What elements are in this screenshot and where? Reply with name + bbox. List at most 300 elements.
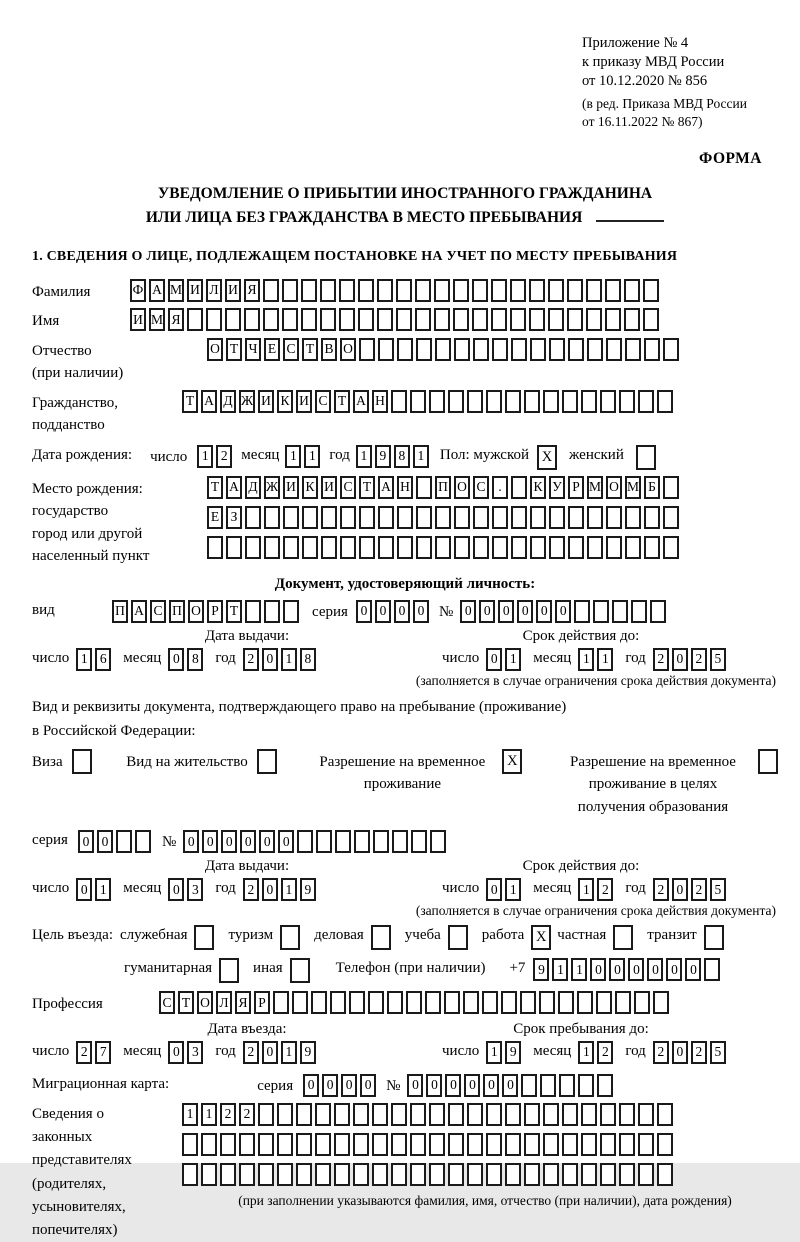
char-cell[interactable]: 8 xyxy=(300,648,316,671)
char-cell[interactable] xyxy=(600,1103,616,1126)
char-cell[interactable] xyxy=(296,1103,312,1126)
char-cell[interactable]: А xyxy=(149,279,165,302)
char-cell[interactable] xyxy=(482,991,498,1014)
char-cell[interactable] xyxy=(511,338,527,361)
char-cell[interactable] xyxy=(201,1133,217,1156)
char-cell[interactable] xyxy=(258,1133,274,1156)
char-cell[interactable]: О xyxy=(207,338,223,361)
char-cell[interactable]: 2 xyxy=(243,648,259,671)
char-cell[interactable] xyxy=(558,991,574,1014)
char-cell[interactable] xyxy=(301,308,317,331)
char-cell[interactable] xyxy=(273,991,289,1014)
char-cell[interactable] xyxy=(505,1103,521,1126)
char-cell[interactable] xyxy=(429,1133,445,1156)
char-cell[interactable]: 0 xyxy=(486,878,502,901)
char-cell[interactable]: К xyxy=(530,476,546,499)
char-cell[interactable] xyxy=(435,536,451,559)
char-cell[interactable]: . xyxy=(492,476,508,499)
char-cell[interactable] xyxy=(634,991,650,1014)
char-cell[interactable] xyxy=(316,830,332,853)
char-cell[interactable] xyxy=(625,338,641,361)
char-cell[interactable]: Р xyxy=(568,476,584,499)
char-cell[interactable]: 1 xyxy=(197,445,213,468)
char-cell[interactable] xyxy=(586,308,602,331)
char-cell[interactable] xyxy=(491,308,507,331)
purpose-work-checkbox[interactable]: X xyxy=(531,925,551,950)
char-cell[interactable]: 5 xyxy=(710,878,726,901)
char-cell[interactable] xyxy=(644,506,660,529)
char-cell[interactable] xyxy=(619,1163,635,1186)
char-cell[interactable]: П xyxy=(112,600,128,623)
char-cell[interactable] xyxy=(486,390,502,413)
char-cell[interactable] xyxy=(624,308,640,331)
char-cell[interactable] xyxy=(359,536,375,559)
char-cell[interactable] xyxy=(296,1163,312,1186)
char-cell[interactable] xyxy=(587,536,603,559)
char-cell[interactable] xyxy=(258,1163,274,1186)
char-cell[interactable] xyxy=(416,506,432,529)
char-cell[interactable] xyxy=(543,390,559,413)
char-cell[interactable] xyxy=(239,1133,255,1156)
char-cell[interactable]: 0 xyxy=(262,648,278,671)
char-cell[interactable] xyxy=(429,1163,445,1186)
char-cell[interactable]: Л xyxy=(206,279,222,302)
char-cell[interactable] xyxy=(425,991,441,1014)
char-cell[interactable] xyxy=(372,1103,388,1126)
char-cell[interactable] xyxy=(524,1133,540,1156)
char-cell[interactable] xyxy=(600,390,616,413)
char-cell[interactable] xyxy=(543,1103,559,1126)
char-cell[interactable]: З xyxy=(226,506,242,529)
char-cell[interactable] xyxy=(321,506,337,529)
char-cell[interactable]: В xyxy=(321,338,337,361)
char-cell[interactable] xyxy=(239,1163,255,1186)
char-cell[interactable] xyxy=(264,536,280,559)
char-cell[interactable]: 0 xyxy=(76,878,92,901)
char-cell[interactable] xyxy=(277,1133,293,1156)
char-cell[interactable] xyxy=(549,536,565,559)
char-cell[interactable] xyxy=(606,536,622,559)
temp-residence-checkbox[interactable]: X xyxy=(502,749,522,774)
char-cell[interactable]: 1 xyxy=(201,1103,217,1126)
char-cell[interactable]: 1 xyxy=(486,1041,502,1064)
char-cell[interactable] xyxy=(638,1103,654,1126)
char-cell[interactable]: Р xyxy=(254,991,270,1014)
char-cell[interactable]: 0 xyxy=(464,1074,480,1097)
char-cell[interactable]: 0 xyxy=(555,600,571,623)
char-cell[interactable] xyxy=(396,279,412,302)
char-cell[interactable]: Ж xyxy=(239,390,255,413)
char-cell[interactable] xyxy=(663,506,679,529)
char-cell[interactable]: Д xyxy=(245,476,261,499)
char-cell[interactable] xyxy=(625,536,641,559)
char-cell[interactable]: С xyxy=(159,991,175,1014)
char-cell[interactable] xyxy=(201,1163,217,1186)
char-cell[interactable] xyxy=(559,1074,575,1097)
purpose-business-checkbox[interactable] xyxy=(371,925,391,950)
char-cell[interactable] xyxy=(410,390,426,413)
char-cell[interactable]: 1 xyxy=(281,878,297,901)
char-cell[interactable] xyxy=(453,279,469,302)
char-cell[interactable] xyxy=(434,308,450,331)
sex-female-checkbox[interactable] xyxy=(636,445,656,470)
char-cell[interactable] xyxy=(368,991,384,1014)
char-cell[interactable] xyxy=(444,991,460,1014)
char-cell[interactable] xyxy=(392,830,408,853)
char-cell[interactable] xyxy=(391,1163,407,1186)
char-cell[interactable] xyxy=(349,991,365,1014)
char-cell[interactable]: Ж xyxy=(264,476,280,499)
char-cell[interactable]: 0 xyxy=(262,1041,278,1064)
char-cell[interactable] xyxy=(378,506,394,529)
char-cell[interactable] xyxy=(377,308,393,331)
char-cell[interactable]: О xyxy=(606,476,622,499)
char-cell[interactable]: 0 xyxy=(221,830,237,853)
char-cell[interactable] xyxy=(612,600,628,623)
char-cell[interactable] xyxy=(463,991,479,1014)
char-cell[interactable]: 0 xyxy=(394,600,410,623)
char-cell[interactable]: Е xyxy=(207,506,223,529)
char-cell[interactable] xyxy=(339,279,355,302)
char-cell[interactable] xyxy=(410,1103,426,1126)
char-cell[interactable]: 2 xyxy=(691,648,707,671)
purpose-other-checkbox[interactable] xyxy=(290,958,310,983)
char-cell[interactable] xyxy=(505,390,521,413)
char-cell[interactable] xyxy=(577,991,593,1014)
residence-permit-checkbox[interactable] xyxy=(257,749,277,774)
char-cell[interactable]: 1 xyxy=(413,445,429,468)
char-cell[interactable]: 0 xyxy=(672,878,688,901)
char-cell[interactable]: И xyxy=(283,476,299,499)
char-cell[interactable] xyxy=(353,1163,369,1186)
purpose-official-checkbox[interactable] xyxy=(194,925,214,950)
char-cell[interactable] xyxy=(650,600,666,623)
char-cell[interactable]: Т xyxy=(334,390,350,413)
char-cell[interactable]: К xyxy=(277,390,293,413)
char-cell[interactable] xyxy=(283,536,299,559)
char-cell[interactable] xyxy=(530,506,546,529)
char-cell[interactable]: 9 xyxy=(375,445,391,468)
char-cell[interactable] xyxy=(416,476,432,499)
char-cell[interactable] xyxy=(220,1163,236,1186)
char-cell[interactable]: И xyxy=(130,308,146,331)
char-cell[interactable]: 2 xyxy=(220,1103,236,1126)
char-cell[interactable]: 5 xyxy=(710,648,726,671)
char-cell[interactable]: Т xyxy=(226,338,242,361)
char-cell[interactable] xyxy=(430,830,446,853)
char-cell[interactable] xyxy=(619,1133,635,1156)
char-cell[interactable]: 1 xyxy=(281,648,297,671)
char-cell[interactable] xyxy=(492,506,508,529)
char-cell[interactable]: 0 xyxy=(628,958,644,981)
char-cell[interactable] xyxy=(638,390,654,413)
char-cell[interactable] xyxy=(568,536,584,559)
char-cell[interactable] xyxy=(434,279,450,302)
purpose-transit-checkbox[interactable] xyxy=(704,925,724,950)
char-cell[interactable] xyxy=(587,506,603,529)
char-cell[interactable]: А xyxy=(201,390,217,413)
char-cell[interactable] xyxy=(263,308,279,331)
char-cell[interactable]: С xyxy=(340,476,356,499)
char-cell[interactable]: 2 xyxy=(653,648,669,671)
char-cell[interactable]: П xyxy=(169,600,185,623)
char-cell[interactable]: 0 xyxy=(341,1074,357,1097)
char-cell[interactable] xyxy=(644,338,660,361)
char-cell[interactable]: 9 xyxy=(533,958,549,981)
char-cell[interactable] xyxy=(311,991,327,1014)
purpose-tourism-checkbox[interactable] xyxy=(280,925,300,950)
char-cell[interactable] xyxy=(562,1133,578,1156)
char-cell[interactable] xyxy=(562,1103,578,1126)
char-cell[interactable] xyxy=(391,390,407,413)
purpose-study-checkbox[interactable] xyxy=(448,925,468,950)
char-cell[interactable]: 0 xyxy=(590,958,606,981)
char-cell[interactable]: 2 xyxy=(691,878,707,901)
char-cell[interactable] xyxy=(226,536,242,559)
char-cell[interactable] xyxy=(397,536,413,559)
char-cell[interactable]: 2 xyxy=(597,878,613,901)
char-cell[interactable]: 1 xyxy=(182,1103,198,1126)
char-cell[interactable] xyxy=(297,830,313,853)
char-cell[interactable] xyxy=(354,830,370,853)
char-cell[interactable]: Т xyxy=(182,390,198,413)
char-cell[interactable]: Я xyxy=(235,991,251,1014)
char-cell[interactable] xyxy=(334,1163,350,1186)
char-cell[interactable]: 0 xyxy=(647,958,663,981)
char-cell[interactable] xyxy=(663,476,679,499)
char-cell[interactable] xyxy=(264,600,280,623)
char-cell[interactable] xyxy=(562,390,578,413)
char-cell[interactable] xyxy=(548,279,564,302)
char-cell[interactable] xyxy=(473,338,489,361)
char-cell[interactable] xyxy=(581,1133,597,1156)
char-cell[interactable] xyxy=(505,1163,521,1186)
char-cell[interactable] xyxy=(263,279,279,302)
char-cell[interactable]: 0 xyxy=(666,958,682,981)
char-cell[interactable] xyxy=(377,279,393,302)
char-cell[interactable]: 1 xyxy=(597,648,613,671)
char-cell[interactable]: 0 xyxy=(498,600,514,623)
char-cell[interactable]: Т xyxy=(359,476,375,499)
char-cell[interactable] xyxy=(593,600,609,623)
char-cell[interactable] xyxy=(410,1133,426,1156)
char-cell[interactable]: К xyxy=(302,476,318,499)
char-cell[interactable]: 0 xyxy=(413,600,429,623)
char-cell[interactable] xyxy=(391,1103,407,1126)
char-cell[interactable] xyxy=(581,1163,597,1186)
char-cell[interactable] xyxy=(315,1103,331,1126)
char-cell[interactable] xyxy=(358,279,374,302)
char-cell[interactable] xyxy=(473,506,489,529)
char-cell[interactable]: М xyxy=(149,308,165,331)
char-cell[interactable] xyxy=(292,991,308,1014)
char-cell[interactable] xyxy=(397,338,413,361)
char-cell[interactable] xyxy=(568,338,584,361)
char-cell[interactable] xyxy=(245,600,261,623)
char-cell[interactable] xyxy=(472,308,488,331)
char-cell[interactable]: Н xyxy=(372,390,388,413)
char-cell[interactable] xyxy=(416,536,432,559)
char-cell[interactable] xyxy=(282,308,298,331)
char-cell[interactable] xyxy=(373,830,389,853)
char-cell[interactable] xyxy=(619,1103,635,1126)
char-cell[interactable] xyxy=(530,338,546,361)
char-cell[interactable] xyxy=(644,536,660,559)
char-cell[interactable]: 0 xyxy=(445,1074,461,1097)
char-cell[interactable] xyxy=(182,1163,198,1186)
char-cell[interactable]: 1 xyxy=(505,878,521,901)
char-cell[interactable] xyxy=(454,536,470,559)
purpose-humanitarian-checkbox[interactable] xyxy=(219,958,239,983)
char-cell[interactable] xyxy=(606,506,622,529)
char-cell[interactable] xyxy=(315,1163,331,1186)
char-cell[interactable]: 0 xyxy=(202,830,218,853)
char-cell[interactable] xyxy=(353,1133,369,1156)
char-cell[interactable] xyxy=(605,308,621,331)
char-cell[interactable] xyxy=(624,279,640,302)
char-cell[interactable] xyxy=(511,476,527,499)
char-cell[interactable] xyxy=(505,1133,521,1156)
char-cell[interactable]: О xyxy=(188,600,204,623)
char-cell[interactable]: А xyxy=(226,476,242,499)
char-cell[interactable] xyxy=(264,506,280,529)
char-cell[interactable]: И xyxy=(187,279,203,302)
char-cell[interactable]: 0 xyxy=(517,600,533,623)
char-cell[interactable]: 0 xyxy=(672,648,688,671)
char-cell[interactable] xyxy=(568,506,584,529)
char-cell[interactable]: 0 xyxy=(168,878,184,901)
char-cell[interactable] xyxy=(453,308,469,331)
char-cell[interactable]: 1 xyxy=(578,878,594,901)
char-cell[interactable] xyxy=(653,991,669,1014)
char-cell[interactable] xyxy=(631,600,647,623)
char-cell[interactable]: 9 xyxy=(300,1041,316,1064)
char-cell[interactable]: 2 xyxy=(216,445,232,468)
char-cell[interactable]: С xyxy=(473,476,489,499)
char-cell[interactable]: С xyxy=(315,390,331,413)
char-cell[interactable] xyxy=(638,1163,654,1186)
char-cell[interactable] xyxy=(657,1163,673,1186)
char-cell[interactable] xyxy=(283,600,299,623)
char-cell[interactable] xyxy=(429,390,445,413)
char-cell[interactable] xyxy=(207,536,223,559)
char-cell[interactable]: Т xyxy=(207,476,223,499)
char-cell[interactable]: 2 xyxy=(243,1041,259,1064)
char-cell[interactable]: 0 xyxy=(240,830,256,853)
char-cell[interactable] xyxy=(315,1133,331,1156)
char-cell[interactable]: А xyxy=(378,476,394,499)
char-cell[interactable] xyxy=(521,1074,537,1097)
char-cell[interactable] xyxy=(492,536,508,559)
char-cell[interactable]: 0 xyxy=(685,958,701,981)
char-cell[interactable] xyxy=(596,991,612,1014)
char-cell[interactable] xyxy=(467,390,483,413)
char-cell[interactable]: 0 xyxy=(183,830,199,853)
char-cell[interactable] xyxy=(220,1133,236,1156)
char-cell[interactable]: 1 xyxy=(552,958,568,981)
char-cell[interactable] xyxy=(581,390,597,413)
char-cell[interactable] xyxy=(581,1103,597,1126)
char-cell[interactable]: 0 xyxy=(259,830,275,853)
char-cell[interactable]: М xyxy=(625,476,641,499)
char-cell[interactable]: 1 xyxy=(356,445,372,468)
char-cell[interactable]: 0 xyxy=(486,648,502,671)
char-cell[interactable] xyxy=(605,279,621,302)
char-cell[interactable]: 2 xyxy=(653,1041,669,1064)
char-cell[interactable]: Л xyxy=(216,991,232,1014)
char-cell[interactable] xyxy=(638,1133,654,1156)
char-cell[interactable] xyxy=(578,1074,594,1097)
char-cell[interactable] xyxy=(277,1163,293,1186)
char-cell[interactable] xyxy=(548,308,564,331)
char-cell[interactable] xyxy=(320,279,336,302)
char-cell[interactable]: 2 xyxy=(691,1041,707,1064)
char-cell[interactable]: П xyxy=(435,476,451,499)
char-cell[interactable] xyxy=(396,308,412,331)
char-cell[interactable] xyxy=(245,506,261,529)
char-cell[interactable] xyxy=(435,338,451,361)
char-cell[interactable] xyxy=(277,1103,293,1126)
char-cell[interactable]: М xyxy=(587,476,603,499)
char-cell[interactable] xyxy=(549,338,565,361)
char-cell[interactable]: 1 xyxy=(505,648,521,671)
char-cell[interactable] xyxy=(182,1133,198,1156)
char-cell[interactable]: Ф xyxy=(130,279,146,302)
char-cell[interactable]: 8 xyxy=(187,648,203,671)
char-cell[interactable]: 0 xyxy=(278,830,294,853)
char-cell[interactable] xyxy=(334,1103,350,1126)
char-cell[interactable]: 3 xyxy=(187,1041,203,1064)
char-cell[interactable] xyxy=(472,279,488,302)
char-cell[interactable] xyxy=(657,1103,673,1126)
char-cell[interactable] xyxy=(359,506,375,529)
char-cell[interactable]: С xyxy=(150,600,166,623)
char-cell[interactable] xyxy=(704,958,720,981)
char-cell[interactable]: А xyxy=(131,600,147,623)
char-cell[interactable]: С xyxy=(283,338,299,361)
char-cell[interactable]: Т xyxy=(226,600,242,623)
char-cell[interactable]: 9 xyxy=(300,878,316,901)
char-cell[interactable] xyxy=(302,536,318,559)
char-cell[interactable] xyxy=(492,338,508,361)
char-cell[interactable] xyxy=(283,506,299,529)
char-cell[interactable] xyxy=(657,390,673,413)
char-cell[interactable] xyxy=(606,338,622,361)
char-cell[interactable] xyxy=(643,279,659,302)
char-cell[interactable]: 3 xyxy=(187,878,203,901)
char-cell[interactable] xyxy=(486,1133,502,1156)
char-cell[interactable]: Т xyxy=(178,991,194,1014)
char-cell[interactable] xyxy=(539,991,555,1014)
char-cell[interactable] xyxy=(415,308,431,331)
char-cell[interactable]: 2 xyxy=(597,1041,613,1064)
char-cell[interactable] xyxy=(334,1133,350,1156)
char-cell[interactable]: О xyxy=(197,991,213,1014)
char-cell[interactable] xyxy=(448,390,464,413)
char-cell[interactable]: Р xyxy=(207,600,223,623)
char-cell[interactable]: Д xyxy=(220,390,236,413)
char-cell[interactable]: Ч xyxy=(245,338,261,361)
char-cell[interactable]: 0 xyxy=(407,1074,423,1097)
char-cell[interactable]: 0 xyxy=(78,830,94,853)
char-cell[interactable]: 0 xyxy=(479,600,495,623)
char-cell[interactable] xyxy=(358,308,374,331)
char-cell[interactable] xyxy=(510,308,526,331)
char-cell[interactable]: 0 xyxy=(97,830,113,853)
char-cell[interactable]: 1 xyxy=(285,445,301,468)
char-cell[interactable] xyxy=(378,536,394,559)
char-cell[interactable]: 1 xyxy=(571,958,587,981)
